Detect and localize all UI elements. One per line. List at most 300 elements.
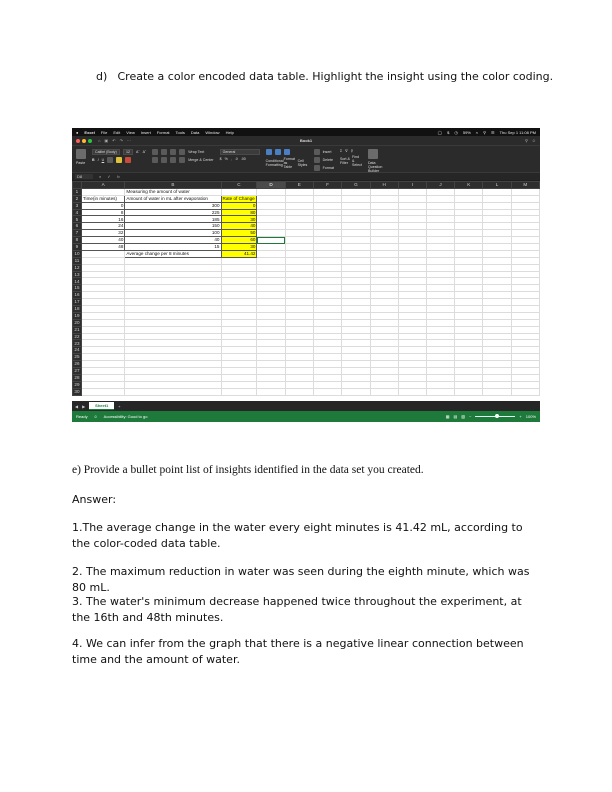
column-header[interactable]: G <box>342 182 370 189</box>
menu-excel[interactable]: Excel <box>84 129 95 135</box>
cell[interactable] <box>398 202 426 209</box>
row-header[interactable]: 24 <box>74 347 80 353</box>
menu-file[interactable]: File <box>100 129 108 135</box>
cell[interactable] <box>370 230 398 237</box>
cell[interactable] <box>483 292 511 299</box>
cell[interactable] <box>342 285 370 292</box>
menu-help[interactable]: Help <box>225 129 234 135</box>
row-header[interactable]: 4 <box>73 209 82 216</box>
cell[interactable] <box>342 202 370 209</box>
cell[interactable] <box>511 368 539 375</box>
cell-a[interactable]: 0 <box>81 202 124 209</box>
increase-decimal-icon[interactable]: .0 <box>234 157 238 161</box>
column-header[interactable]: E <box>285 182 313 189</box>
cell[interactable] <box>455 306 483 313</box>
cell[interactable] <box>285 299 313 306</box>
cell-c[interactable]: 40 <box>221 223 257 230</box>
cell[interactable] <box>221 312 257 319</box>
cell[interactable] <box>285 319 313 326</box>
cell[interactable] <box>511 374 539 381</box>
cell[interactable] <box>483 388 511 395</box>
cell[interactable] <box>125 388 221 395</box>
bold-icon[interactable]: B <box>92 158 95 162</box>
cell[interactable] <box>426 381 454 388</box>
cell[interactable] <box>370 333 398 340</box>
zoom-out-icon[interactable]: − <box>469 414 472 419</box>
cell-a[interactable]: Time(in minutes) <box>81 195 124 202</box>
align-center-icon[interactable] <box>161 157 167 163</box>
cell[interactable] <box>398 361 426 368</box>
cell[interactable] <box>511 202 539 209</box>
font-family-select[interactable]: Calibri (Body) <box>92 149 120 155</box>
cell[interactable] <box>455 347 483 354</box>
cell[interactable] <box>455 237 483 244</box>
cell[interactable] <box>398 216 426 223</box>
cell[interactable] <box>370 271 398 278</box>
cell[interactable] <box>511 209 539 216</box>
zoom-in-icon[interactable]: + <box>519 414 522 419</box>
cell[interactable] <box>455 388 483 395</box>
cell[interactable] <box>370 188 398 195</box>
row-header[interactable]: 15 <box>74 285 80 291</box>
cell[interactable] <box>426 195 454 202</box>
delete-icon[interactable] <box>314 157 320 163</box>
cell[interactable] <box>455 195 483 202</box>
cell[interactable] <box>285 202 313 209</box>
cell-c[interactable]: 30 <box>221 216 257 223</box>
cell[interactable] <box>342 223 370 230</box>
cell[interactable] <box>81 292 124 299</box>
cell[interactable] <box>342 347 370 354</box>
cell[interactable] <box>483 299 511 306</box>
cell[interactable] <box>81 299 124 306</box>
column-header[interactable]: D <box>257 182 285 189</box>
cell[interactable] <box>342 195 370 202</box>
cell[interactable] <box>342 319 370 326</box>
minimize-button[interactable] <box>82 139 86 143</box>
cell[interactable] <box>285 285 313 292</box>
cell[interactable] <box>370 312 398 319</box>
cell[interactable] <box>398 250 426 257</box>
cell[interactable] <box>483 319 511 326</box>
cell[interactable] <box>313 326 341 333</box>
column-header[interactable]: I <box>398 182 426 189</box>
cell[interactable] <box>125 381 221 388</box>
cell[interactable] <box>342 278 370 285</box>
apple-icon[interactable]: ● <box>76 129 79 135</box>
cell[interactable] <box>257 388 285 395</box>
column-header[interactable]: A <box>81 182 124 189</box>
cell-a[interactable]: 8 <box>81 209 124 216</box>
row-header[interactable]: 14 <box>74 278 80 284</box>
cell[interactable] <box>426 188 454 195</box>
cell[interactable] <box>81 388 124 395</box>
cell[interactable] <box>125 306 221 313</box>
cell[interactable] <box>285 250 313 257</box>
cell[interactable] <box>511 230 539 237</box>
row-header[interactable]: 9 <box>73 244 82 251</box>
cell-a[interactable]: 32 <box>81 230 124 237</box>
cell[interactable] <box>257 374 285 381</box>
cell[interactable] <box>313 257 341 264</box>
row-header[interactable]: 1 <box>73 188 82 195</box>
paste-label[interactable]: Paste <box>76 161 86 165</box>
cell[interactable] <box>455 368 483 375</box>
cell[interactable] <box>342 354 370 361</box>
search-icon[interactable]: ⚲ <box>524 138 528 143</box>
number-format-select[interactable]: General <box>220 149 260 155</box>
cell-a[interactable]: 24 <box>81 223 124 230</box>
cell[interactable] <box>483 237 511 244</box>
cell[interactable] <box>370 278 398 285</box>
select-all-corner[interactable] <box>73 182 82 189</box>
cell[interactable] <box>426 264 454 271</box>
cell[interactable] <box>426 285 454 292</box>
cell-c[interactable]: 0 <box>221 202 257 209</box>
page-layout-icon[interactable]: ▤ <box>453 414 458 419</box>
cell[interactable] <box>313 368 341 375</box>
cell[interactable] <box>81 312 124 319</box>
cell[interactable] <box>313 271 341 278</box>
cell[interactable] <box>257 312 285 319</box>
cell-d[interactable] <box>257 250 285 257</box>
conditional-formatting-icon[interactable] <box>266 149 272 155</box>
cell[interactable] <box>285 361 313 368</box>
cell[interactable] <box>455 299 483 306</box>
cell[interactable] <box>221 381 257 388</box>
cell[interactable] <box>285 278 313 285</box>
cell[interactable] <box>81 354 124 361</box>
font-size-select[interactable]: 12 <box>123 149 133 155</box>
cell[interactable] <box>426 306 454 313</box>
insert-label[interactable]: Insert <box>322 150 332 154</box>
cell[interactable] <box>81 368 124 375</box>
cell[interactable] <box>483 209 511 216</box>
cell[interactable] <box>285 195 313 202</box>
cell[interactable] <box>342 326 370 333</box>
page-break-icon[interactable]: ▧ <box>461 414 466 419</box>
cell[interactable] <box>370 388 398 395</box>
cell[interactable] <box>342 312 370 319</box>
cell[interactable] <box>455 381 483 388</box>
cell[interactable] <box>370 244 398 251</box>
cell[interactable] <box>342 374 370 381</box>
cell[interactable] <box>313 216 341 223</box>
cell[interactable] <box>125 368 221 375</box>
cell[interactable] <box>398 278 426 285</box>
row-header[interactable]: 22 <box>74 333 80 339</box>
cell[interactable] <box>370 347 398 354</box>
shield-icon[interactable]: ◯ <box>437 129 443 135</box>
cell[interactable] <box>221 264 257 271</box>
cell[interactable] <box>398 299 426 306</box>
cell[interactable] <box>342 250 370 257</box>
cell[interactable] <box>398 230 426 237</box>
cell[interactable] <box>81 319 124 326</box>
cell[interactable] <box>342 244 370 251</box>
cell[interactable] <box>81 278 124 285</box>
wrap-text-icon[interactable] <box>179 149 185 155</box>
cell[interactable] <box>81 306 124 313</box>
cell-c[interactable]: Rate of Change <box>221 195 257 202</box>
cell-b[interactable]: Measuring the amount of water <box>125 188 221 195</box>
row-header[interactable]: 26 <box>74 361 80 367</box>
cell[interactable] <box>398 264 426 271</box>
prev-sheet-icon[interactable]: ◀ <box>75 403 79 409</box>
row-header[interactable]: 23 <box>74 340 80 346</box>
cell[interactable] <box>125 278 221 285</box>
row-header[interactable]: 10 <box>74 250 80 256</box>
italic-icon[interactable]: I <box>97 158 99 162</box>
cell[interactable] <box>426 292 454 299</box>
cell[interactable] <box>285 340 313 347</box>
cell[interactable] <box>221 347 257 354</box>
cell[interactable] <box>455 312 483 319</box>
cell[interactable] <box>426 388 454 395</box>
cell[interactable] <box>257 319 285 326</box>
sort-filter-icon[interactable]: ∇ <box>345 149 348 153</box>
wifi-icon[interactable]: ≈ <box>475 129 479 135</box>
cell[interactable] <box>455 188 483 195</box>
row-header[interactable]: 6 <box>73 223 82 230</box>
cell[interactable] <box>426 223 454 230</box>
sort-filter-label[interactable]: Sort & Filter <box>339 157 350 165</box>
cell-b[interactable]: 100 <box>125 230 221 237</box>
cell[interactable] <box>285 257 313 264</box>
cell[interactable] <box>81 271 124 278</box>
cell[interactable] <box>257 347 285 354</box>
cell[interactable] <box>455 340 483 347</box>
close-button[interactable] <box>76 139 80 143</box>
cell[interactable] <box>370 209 398 216</box>
cell-d[interactable] <box>257 209 285 216</box>
cell[interactable] <box>483 340 511 347</box>
cell[interactable] <box>455 264 483 271</box>
cell[interactable] <box>455 354 483 361</box>
cell-d[interactable] <box>257 223 285 230</box>
dollar-icon[interactable]: $ <box>447 129 450 135</box>
cell[interactable] <box>125 326 221 333</box>
cell-c[interactable]: 80 <box>221 209 257 216</box>
cell[interactable] <box>370 381 398 388</box>
cell[interactable] <box>342 340 370 347</box>
align-middle-icon[interactable] <box>161 149 167 155</box>
cell[interactable] <box>398 195 426 202</box>
format-as-table-icon[interactable] <box>275 149 281 155</box>
cell[interactable] <box>455 271 483 278</box>
cell[interactable] <box>455 326 483 333</box>
cell[interactable] <box>342 306 370 313</box>
row-header[interactable]: 2 <box>73 195 82 202</box>
cell[interactable] <box>483 223 511 230</box>
cell[interactable] <box>342 381 370 388</box>
column-header[interactable]: B <box>125 182 221 189</box>
cell[interactable] <box>398 326 426 333</box>
cell[interactable] <box>285 237 313 244</box>
cell[interactable] <box>511 257 539 264</box>
cell[interactable] <box>511 340 539 347</box>
cell[interactable] <box>511 306 539 313</box>
cell[interactable] <box>342 368 370 375</box>
cell[interactable] <box>426 209 454 216</box>
cell[interactable] <box>426 202 454 209</box>
menu-view[interactable]: View <box>126 129 135 135</box>
grow-font-icon[interactable]: Aˆ <box>136 150 140 154</box>
cell[interactable] <box>511 278 539 285</box>
delete-label[interactable]: Delete <box>322 158 333 162</box>
cell[interactable] <box>313 374 341 381</box>
cell[interactable] <box>455 292 483 299</box>
underline-icon[interactable]: U <box>101 158 105 162</box>
cell-b[interactable]: Amount of water in mL after evaporation <box>125 195 221 202</box>
currency-icon[interactable]: $ <box>219 157 222 161</box>
data-question-icon[interactable] <box>368 149 378 159</box>
cell[interactable] <box>221 271 257 278</box>
cell-c[interactable]: 41.42 <box>221 250 257 257</box>
cell[interactable] <box>511 188 539 195</box>
cell[interactable] <box>398 333 426 340</box>
cell[interactable] <box>426 340 454 347</box>
cell[interactable] <box>455 223 483 230</box>
cell-c[interactable]: 60 <box>221 237 257 244</box>
cell[interactable] <box>426 374 454 381</box>
font-color-icon[interactable] <box>125 157 131 163</box>
cell-d[interactable] <box>257 195 285 202</box>
cell-styles-label[interactable]: Cell Styles <box>297 159 308 167</box>
cell[interactable] <box>398 368 426 375</box>
cell[interactable] <box>426 216 454 223</box>
cell[interactable] <box>285 271 313 278</box>
merge-center-label[interactable]: Merge & Center <box>188 158 214 162</box>
cell[interactable] <box>285 216 313 223</box>
cell[interactable] <box>342 361 370 368</box>
cell[interactable] <box>511 361 539 368</box>
cell[interactable] <box>221 278 257 285</box>
cell[interactable] <box>221 374 257 381</box>
home-icon[interactable]: ⌂ <box>98 138 101 143</box>
cell-c[interactable] <box>221 188 257 195</box>
cell[interactable] <box>511 271 539 278</box>
cell[interactable] <box>285 374 313 381</box>
accessibility-icon[interactable]: ☺ <box>93 414 98 419</box>
cell[interactable] <box>370 250 398 257</box>
cell[interactable] <box>313 237 341 244</box>
row-header[interactable]: 12 <box>74 264 80 270</box>
cell[interactable] <box>125 257 221 264</box>
cell-d[interactable] <box>257 230 285 237</box>
cell[interactable] <box>221 388 257 395</box>
cell[interactable] <box>313 188 341 195</box>
save-icon[interactable]: ▣ <box>104 138 109 143</box>
row-header[interactable]: 25 <box>74 354 80 360</box>
cell[interactable] <box>285 230 313 237</box>
cell[interactable] <box>370 354 398 361</box>
merge-icon[interactable] <box>179 157 185 163</box>
cell-a[interactable]: 48 <box>81 244 124 251</box>
row-header[interactable]: 29 <box>74 381 80 387</box>
cell[interactable] <box>313 285 341 292</box>
cell[interactable] <box>483 202 511 209</box>
cell-d[interactable] <box>257 202 285 209</box>
cell[interactable] <box>483 278 511 285</box>
cell-b[interactable]: 300 <box>125 202 221 209</box>
cell[interactable] <box>313 388 341 395</box>
cell[interactable] <box>455 361 483 368</box>
row-header[interactable]: 16 <box>74 292 80 298</box>
cell[interactable] <box>370 306 398 313</box>
cell[interactable] <box>455 333 483 340</box>
cell[interactable] <box>370 374 398 381</box>
align-top-icon[interactable] <box>152 149 158 155</box>
cell-d[interactable] <box>257 244 285 251</box>
add-sheet-button[interactable]: + <box>118 403 121 409</box>
cell[interactable] <box>511 299 539 306</box>
conditional-formatting-label[interactable]: Conditional Formatting <box>265 159 284 167</box>
cell[interactable] <box>313 202 341 209</box>
cell[interactable] <box>125 340 221 347</box>
cell[interactable] <box>221 319 257 326</box>
cell[interactable] <box>221 285 257 292</box>
cell[interactable] <box>511 285 539 292</box>
orientation-icon[interactable] <box>170 149 176 155</box>
row-header[interactable]: 13 <box>74 271 80 277</box>
cell[interactable] <box>313 340 341 347</box>
cell-b[interactable]: 15 <box>125 244 221 251</box>
cell[interactable] <box>483 368 511 375</box>
cell[interactable] <box>81 347 124 354</box>
cell[interactable] <box>313 361 341 368</box>
cell[interactable] <box>370 202 398 209</box>
cell[interactable] <box>370 237 398 244</box>
cell[interactable] <box>426 354 454 361</box>
cell[interactable] <box>221 306 257 313</box>
cell-a[interactable]: 40 <box>81 237 124 244</box>
cell[interactable] <box>313 354 341 361</box>
cell[interactable] <box>257 340 285 347</box>
insert-icon[interactable] <box>314 149 320 155</box>
row-header[interactable]: 17 <box>74 299 80 305</box>
autosum-icon[interactable]: Σ <box>339 149 343 153</box>
cell[interactable] <box>511 264 539 271</box>
cell[interactable] <box>370 319 398 326</box>
cell[interactable] <box>81 326 124 333</box>
cell[interactable] <box>313 292 341 299</box>
cell[interactable] <box>221 299 257 306</box>
cell[interactable] <box>398 312 426 319</box>
more-icon[interactable]: ⋯ <box>126 138 131 143</box>
cell[interactable] <box>313 312 341 319</box>
cell-c[interactable]: 30 <box>221 244 257 251</box>
cell[interactable] <box>511 244 539 251</box>
cell[interactable] <box>125 319 221 326</box>
cell[interactable] <box>257 381 285 388</box>
cell[interactable] <box>370 216 398 223</box>
borders-icon[interactable] <box>107 157 113 163</box>
row-header[interactable]: 8 <box>73 237 82 244</box>
align-left-icon[interactable] <box>152 157 158 163</box>
menu-insert[interactable]: Insert <box>140 129 151 135</box>
row-header[interactable]: 11 <box>73 257 82 264</box>
cell[interactable] <box>342 333 370 340</box>
column-header[interactable]: L <box>483 182 511 189</box>
cell[interactable] <box>342 237 370 244</box>
cell[interactable] <box>285 306 313 313</box>
cell[interactable] <box>285 354 313 361</box>
function-icon[interactable]: fx <box>116 174 120 179</box>
format-icon[interactable] <box>314 165 320 171</box>
cell[interactable] <box>313 209 341 216</box>
column-header[interactable]: C <box>221 182 257 189</box>
